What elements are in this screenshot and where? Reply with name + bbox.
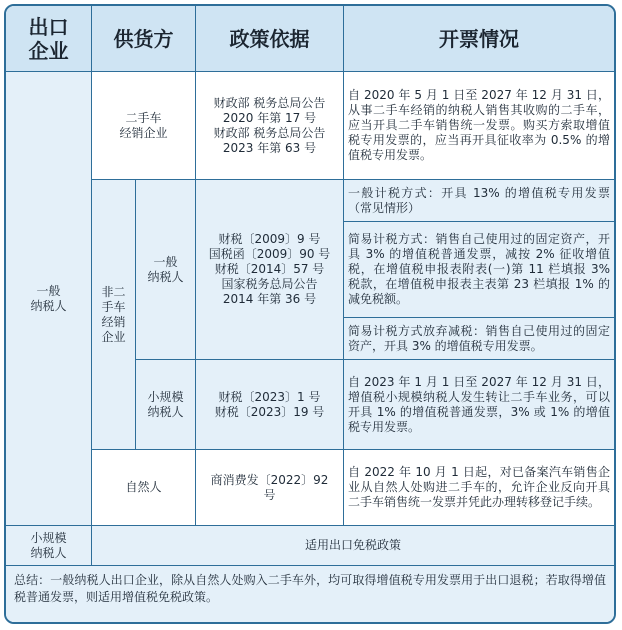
supplier-general-taxpayer: 一般 纳税人 — [136, 180, 196, 360]
summary-note: 总结：一般纳税人出口企业，除从自然人处购入二手车外，均可取得增值税专用发票用于出口退税；若取得增值税普通发票，则适用增值税免税政策。 — [6, 566, 614, 622]
header-supplier: 供货方 — [92, 6, 196, 72]
policy-person: 商消费发〔2022〕92 号 — [196, 450, 344, 526]
exporter-general-taxpayer: 一般 纳税人 — [6, 72, 92, 526]
policy-general: 财税〔2009〕9 号 国税函〔2009〕90 号 财税〔2014〕57 号 国家税务总局公告 2014 年第 36 号 — [196, 180, 344, 360]
supplier-dealer: 二手车 经销企业 — [92, 72, 196, 180]
invoice-person: 自 2022 年 10 月 1 日起，对已备案汽车销售企业从自然人处购进二手车的，允许企业反向开具二手车销售统一发票并凭此办理转移登记手续。 — [344, 450, 614, 526]
invoice-general-simple-no-reduction: 简易计税方式放弃减税：销售自己使用过的固定资产，开具 3% 的增值税专用发票。 — [344, 318, 614, 360]
invoice-dealer: 自 2020 年 5 月 1 日至 2027 年 12 月 31 日，从事二手车经销的纳税人销售其收购的二手车，应当开具二手车销售统一发票。购买方索取增值税专用发票的，应当再开具征收率为 0.5% 的增值税专用发票。 — [344, 72, 614, 180]
exporter-small-taxpayer: 小规模 纳税人 — [6, 526, 92, 566]
header-policy: 政策依据 — [196, 6, 344, 72]
policy-dealer: 财政部 税务总局公告 2020 年第 17 号 财政部 税务总局公告 2023 年第 63 号 — [196, 72, 344, 180]
invoice-small: 自 2023 年 1 月 1 日至 2027 年 12 月 31 日，增值税小规模纳税人发生转让二手车业务，可以开具 1% 的增值税普通发票，3% 或 1% 的增值税专用发票。 — [344, 360, 614, 450]
header-invoice: 开票情况 — [344, 6, 614, 72]
invoice-general-simple: 简易计税方式：销售自己使用过的固定资产，开具 3% 的增值税普通发票，减按 2% 征收增值税，在增值税申报表附表(一)第 11 栏填报 3% 税款，在增值税申报表主表第 23 栏填报 1% 的减免税额。 — [344, 222, 614, 318]
policy-table — [4, 4, 616, 624]
supplier-small-taxpayer: 小规模 纳税人 — [136, 360, 196, 450]
supplier-non-dealer: 非二 手车 经销 企业 — [92, 180, 136, 450]
small-exporter-policy: 适用出口免税政策 — [92, 526, 614, 566]
supplier-natural-person: 自然人 — [92, 450, 196, 526]
invoice-general-standard: 一般计税方式：开具 13% 的增值税专用发票（常见情形） — [344, 180, 614, 222]
policy-small: 财税〔2023〕1 号 财税〔2023〕19 号 — [196, 360, 344, 450]
header-exporter: 出口 企业 — [6, 6, 92, 72]
